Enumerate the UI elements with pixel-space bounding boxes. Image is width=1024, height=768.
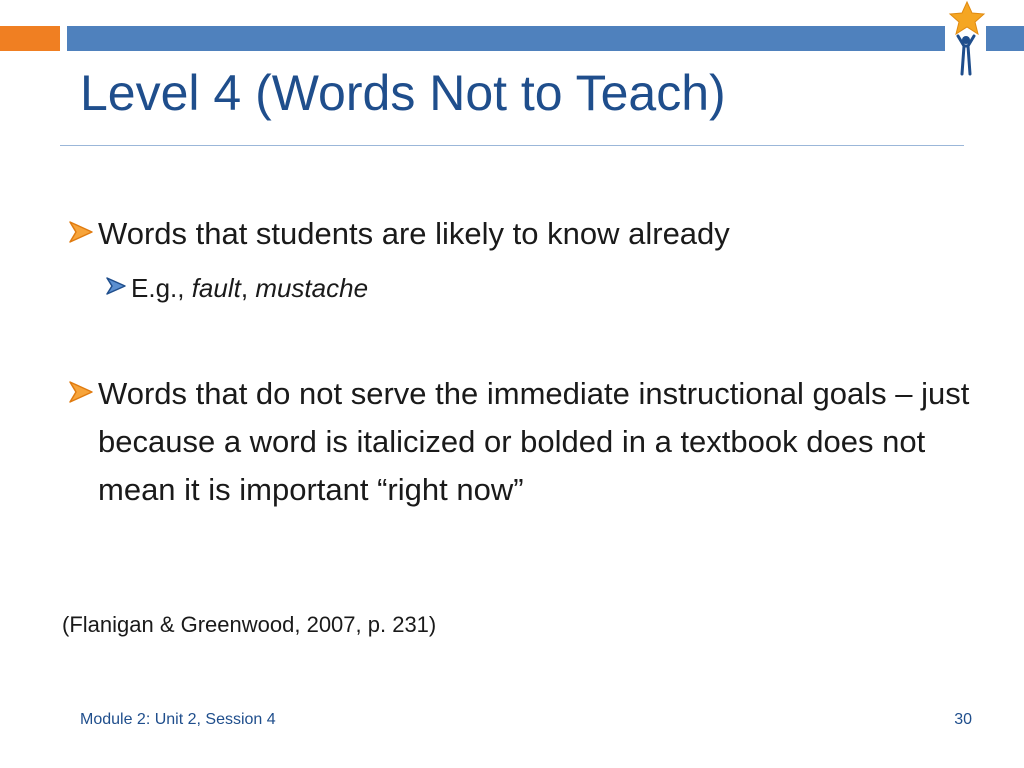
example-word-fault: fault: [191, 273, 241, 303]
arrow-bullet-icon: [68, 220, 94, 244]
footer-module-label: Module 2: Unit 2, Session 4: [80, 711, 276, 728]
sub-bullet-text: [131, 268, 368, 308]
star-figure-logo: [945, 0, 989, 82]
arrow-bullet-icon: [105, 276, 127, 296]
citation: (Flanigan & Greenwood, 2007, p. 231): [62, 612, 437, 637]
example-word-mustache: mustache: [255, 273, 369, 303]
title-divider: [60, 145, 964, 146]
slide-title: Level 4 (Words Not to Teach): [80, 65, 726, 121]
example-separator: ,: [240, 273, 256, 303]
arrow-bullet-icon: [68, 380, 94, 404]
slide-number: 30: [954, 711, 972, 728]
bullet-text: Words that do not serve the immediate instructional goals – just because a word is italicized or bolded in a textbook does not mean it is important “right now”: [98, 376, 970, 507]
header-accent-blue-end: [986, 26, 1024, 51]
header-accent-blue: [67, 26, 945, 51]
header-accent-orange: [0, 26, 60, 51]
example-prefix: E.g.,: [131, 273, 192, 303]
bullet-text: Words that students are likely to know already: [98, 216, 730, 251]
